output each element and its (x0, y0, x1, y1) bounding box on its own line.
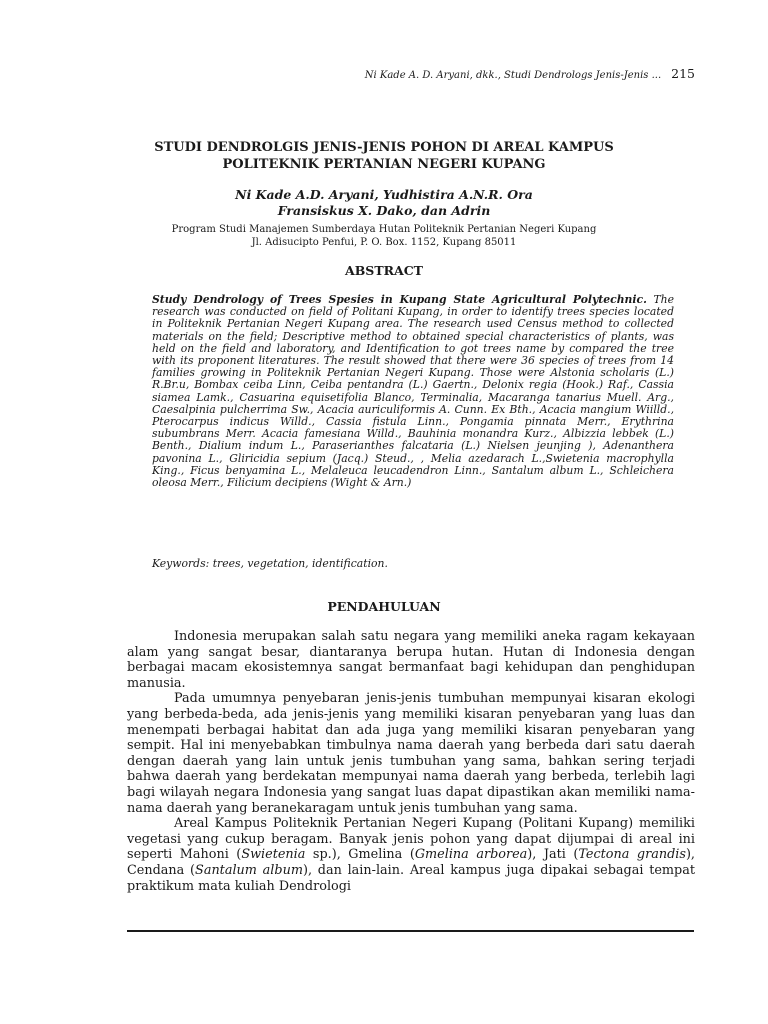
paragraph-1: Indonesia merupakan salah satu negara yang memiliki aneka ragam kekayaan alam yang sangat besar, diantaranya berupa hutan. Hutan di Indonesia dengan berbagai macam ekosistemnya sangat bermanfaat bagi kehidupan dan penghidupan manusia. (127, 629, 695, 691)
abstract-heading: ABSTRACT (345, 263, 423, 278)
authors-line-1: Ni Kade A.D. Aryani, Yudhistira A.N.R. Ora (235, 187, 533, 202)
page-number: 215 (671, 66, 695, 81)
running-header (300, 66, 695, 81)
footer-rule (127, 930, 694, 932)
affiliation (100, 223, 668, 249)
paragraph-2: Pada umumnya penyebaran jenis-jenis tumbuhan mempunyai kisaran ekologi yang berbeda-beda, ada jenis-jenis yang memiliki kisaran penyebaran yang luas dan menempati berbagai habitat dan ada juga yang memiliki kisaran penyebaran yang sempit. Hal ini menyebabkan timbulnya nama daerah yang berbeda dari satu daerah dengan daerah yang lain untuk jenis tumbuhan yang sama, bahkan sering terjadi bahwa daerah yang berdekatan mempunyai nama daerah yang berbeda, terlebih lagi bagi wilayah negara Indonesia yang sangat luas dapat dipastikan akan memiliki nama-nama daerah yang beranekaragam untuk jenis tumbuhan yang sama. (127, 691, 695, 816)
species-gmelina: Gmelina arborea (414, 847, 528, 863)
species-santalum: Santalum album (195, 862, 303, 878)
paragraph-3-text-5: ), dan lain-lain. Areal kampus juga dipakai sebagai tempat praktikum mata kuliah Dendrologi (127, 862, 696, 894)
affiliation-line-2: Jl. Adisucipto Penfui, P. O. Box. 1152, Kupang 85011 (251, 237, 517, 248)
authors-line-2: Fransiskus X. Dako, dan Adrin (277, 203, 491, 218)
title-line-2: POLITEKNIK PERTANIAN NEGERI KUPANG (222, 157, 546, 172)
paragraph-3 (127, 816, 695, 894)
species-swietenia: Swietenia (241, 847, 306, 863)
abstract-lead: Study Dendrology of Trees Spesies in Kupang State Agricultural Polytechnic. (152, 293, 647, 306)
abstract-body (152, 294, 674, 489)
paragraph-3-text-1: Areal Kampus Politeknik Pertanian Negeri Kupang (Politani Kupang) memiliki vegetasi yang cukup beragam. Banyak jenis pohon yang dapat dijumpai di areal ini seperti Mahoni ( (127, 816, 695, 863)
abstract-text: The research was conducted on field of Politani Kupang, in order to identify trees species located in Politeknik Pertanian Negeri Kupang area. The research used Census method to collected materials on the field; Descriptive method to obtained special characteristics of plants, was held on the field and laboratory, and Identification to got trees name by compared the tree with its proponent literatures. The result showed that there were 36 species of trees from 14 families growing in Politeknik Pertanian Negeri Kupang. Those were Alstonia scholaris (L.) R.Br.u, Bombax ceiba Linn, Ceiba pentandra (L.) Gaertn., Delonix regia (Hook.) Raf., Cassia siamea Lamk., Casuarina equisetifolia Blanco, Terminalia, Macaranga tanarius Muell. Arg., Caesalpinia pulcherrima Sw., Acacia auriculiformis A. Cunn. Ex Bth., Acacia mangium Wiilld., Pterocarpus indicus Willd., Cassia fistula Linn., Pongamia pinnata Merr., Erythrina subumbrans Merr. Acacia famesiana Willd., Bauhinia monandra Kurz., Albizzia lebbek (L.) Benth., Dialium indum L., Paraserianthes falcataria (L.) Nielsen jeunjing ), Adenanthera pavonina L., Gliricidia sepium (Jacq.) Steud., , Melia azedarach L.,Swietenia macrophylla King., Ficus benyamina L., Melaleuca leucadendron Linn., Santalum album L., Schleichera oleosa Merr., Filicium decipiens (Wight & Arn.) (152, 293, 674, 490)
paragraph-3-text-4: ), Cendana ( (127, 847, 695, 878)
paragraph-3-text-3: ), Jati ( (527, 847, 579, 863)
title-line-1: STUDI DENDROLGIS JENIS-JENIS POHON DI AREAL KAMPUS (154, 140, 614, 155)
paper-title (120, 139, 648, 173)
keywords: Keywords: trees, vegetation, identification. (152, 557, 388, 570)
paragraph-3-text-2: sp.), Gmelina ( (305, 847, 415, 863)
authors (120, 187, 648, 219)
section-heading: PENDAHULUAN (327, 599, 441, 614)
running-title: Ni Kade A. D. Aryani, dkk., Studi Dendrologs Jenis-Jenis ... (364, 70, 662, 81)
section-body (127, 629, 695, 894)
affiliation-line-1: Program Studi Manajemen Sumberdaya Hutan Politeknik Pertanian Negeri Kupang (171, 224, 597, 235)
species-tectona: Tectona grandis (578, 847, 686, 863)
